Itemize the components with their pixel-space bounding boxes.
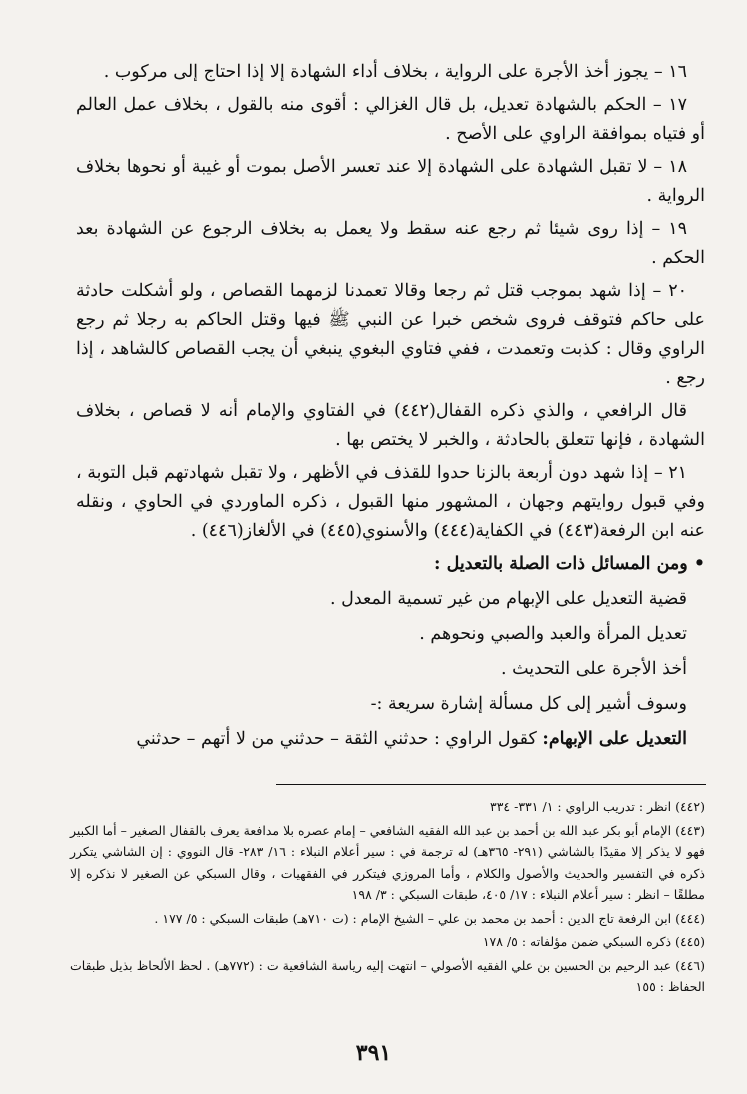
list-item: وسوف أشير إلى كل مسألة إشارة سريعة :- xyxy=(370,694,687,714)
footnotes xyxy=(70,796,705,1000)
footnote-442: (٤٤٢) انظر : تدريب الراوي : ١/ ٣٣١- ٣٣٤ xyxy=(489,799,705,814)
paragraph-20: ٢٠ – إذا شهد بموجب قتل ثم رجعا وقالا تعمدنا لزمهما القصاص ، ولو أشكلت حادثة على حاكم فتوقف فروى شخص خبرا عن النبي ﷺ فيها وقتل الحاكم به رجلا ثم رجع الراوي وقال : كذبت وتعمدت ، ففي فتاوي البغوي ينبغي أن يجب القصاص كالشاهد ، إذا رجع . xyxy=(76,281,705,388)
footnote-444: (٤٤٤) ابن الرفعة تاج الدين : أحمد بن محمد بن علي – الشيخ الإمام : (ت ٧١٠هـ) طبقات السبكي : ٥/ ١٧٧ . xyxy=(154,910,705,926)
footnote-445: (٤٤٥) ذكره السبكي ضمن مؤلفاته : ٥/ ١٧٨ xyxy=(482,934,705,949)
paragraph-16: ١٦ – يجوز أخذ الأجرة على الرواية ، بخلاف أداء الشهادة إلا إذا احتاج إلى مركوب . xyxy=(103,62,687,82)
paragraph-rafii: قال الرافعي ، والذي ذكره القفال(٤٤٢) في الفتاوي والإمام أنه لا قصاص ، بخلاف الشهادة ، فإنها تتعلق بالحادثة ، والخبر لا يختص بها . xyxy=(76,401,705,450)
page-number: ٣٩١ xyxy=(355,1040,392,1066)
list-item: أخذ الأجرة على التحديث . xyxy=(501,659,687,679)
list-item: تعديل المرأة والعبد والصبي ونحوهم . xyxy=(419,624,687,644)
paragraph-21: ٢١ – إذا شهد دون أربعة بالزنا حدوا للقذف في الأظهر ، ولا تقبل شهادتهم قبل التوبة ، وفي قبول روايتهم وجهان ، المشهور منها القبول ، ذكره الماوردي في الحاوي ، ونقله عنه ابن الرفعة(٤٤٣) في الكفاية(٤٤٤) والأسنوي(٤٤٥) في الألغاز(٤٤٦) . xyxy=(76,463,705,541)
last-line xyxy=(76,725,705,754)
list-item: قضية التعديل على الإبهام من غير تسمية المعدل . xyxy=(330,589,687,609)
last-line-rest: كقول الراوي : حدثني الثقة – حدثني من لا أتهم – حدثني xyxy=(136,729,543,749)
last-line-bold: التعديل على الإبهام: xyxy=(542,729,687,749)
paragraph-18: ١٨ – لا تقبل الشهادة على الشهادة إلا عند تعسر الأصل بموت أو غيبة أو نحوها بخلاف الرواية . xyxy=(76,157,705,206)
footnote-443: (٤٤٣) الإمام أبو بكر عبد الله بن أحمد بن عبد الله الفقيه الشافعي – إمام عصره بلا مدافعة يعرف بالقفال الصغير – أما الكبير فهو لا يذكر إلا مقيدًا بالشاشي (٢٩١- ٣٦٥هـ) له ترجمة في : سير أعلام النبلاء : ١٦/ ٢٨٣- قال النووي : إن الشاشي يتكرر ذكره في التفسير والحديث والأصول والكلام ، وأما المروزي فيتكرر في الفقهيات ، وقال السبكي عن الصغير لا نذكره إلا مطلقًا – انظر : سير أعلام النبلاء : ١٧/ ٤٠٥، طبقات السبكي : ٣/ ١٩٨ xyxy=(70,822,706,902)
footnote-divider xyxy=(276,784,706,785)
footnote-446: (٤٤٦) عبد الرحيم بن الحسين بن علي الفقيه الأصولي – انتهت إليه رياسة الشافعية ت : (٧٧٢هـ) . لحظ الألحاظ بذيل طبقات الحفاظ : ١٥٥ xyxy=(70,957,705,994)
paragraph-19: ١٩ – إذا روى شيئا ثم رجع عنه سقط ولا يعمل به بخلاف الرجوع عن الشهادة بعد الحكم . xyxy=(76,219,705,268)
paragraph-17: ١٧ – الحكم بالشهادة تعديل، بل قال الغزالي : أقوى منه بالقول ، بخلاف عمل العالم أو فتياه بموافقة الراوي على الأصح . xyxy=(76,95,705,144)
main-text xyxy=(76,58,705,760)
section-heading: • ومن المسائل ذات الصلة بالتعديل : xyxy=(434,554,705,574)
